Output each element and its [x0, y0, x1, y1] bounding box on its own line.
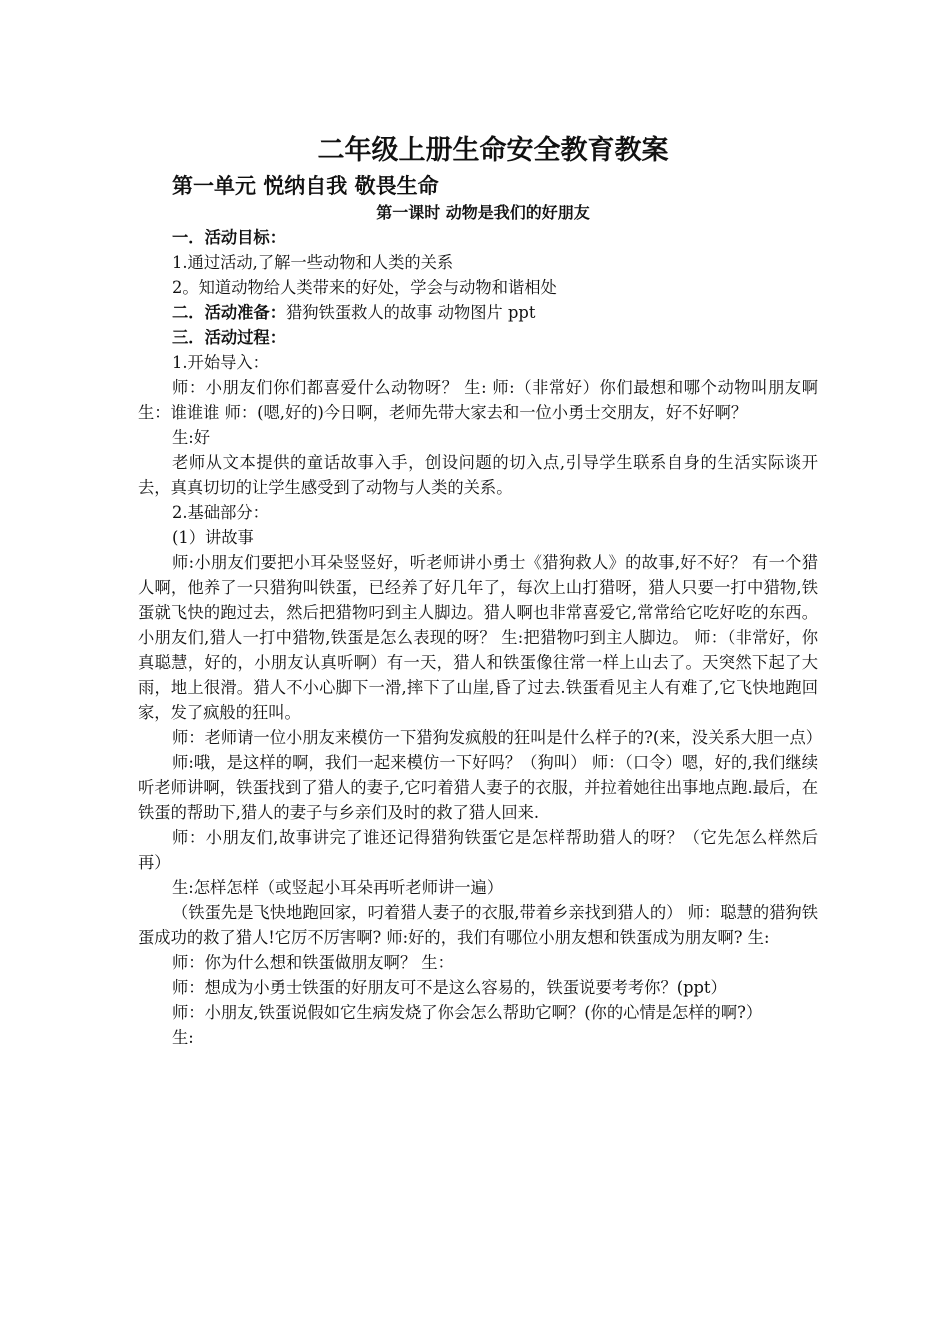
paragraph: 师：小朋友们,故事讲完了谁还记得猎狗铁蛋它是怎样帮助猎人的呀？（它先怎么样然后再）: [138, 828, 818, 872]
paragraph: 师：小朋友,铁蛋说假如它生病发烧了你会怎么帮助它啊？(你的心情是怎样的啊?）: [172, 1003, 763, 1022]
section-prep-label: 二．活动准备：: [172, 303, 286, 322]
step-intro-heading: 1.开始导入：: [172, 353, 269, 372]
paragraph: （铁蛋先是飞快地跑回家，叼着猎人妻子的衣服,带着乡亲找到猎人的） 师：聪慧的猎狗铁蛋成功的救了猎人!它厉不厉害啊? 师:好的，我们有哪位小朋友想和铁蛋成为朋友啊? 生:: [138, 903, 818, 947]
paragraph: 师:小朋友们要把小耳朵竖竖好，听老师讲小勇士《猎狗救人》的故事,好不好？ 有一个猎人啊，他养了一只猎狗叫铁蛋，已经养了好几年了，每次上山打猎呀，猎人只要一打中猎物,铁蛋就飞快的跑过去，然后把猎物叼到主人脚边。猎人啊也非常喜爱它,常常给它吃好吃的东西。小朋友们,猎人一打中猎物,铁蛋是怎么表现的呀？ 生:把猎物叼到主人脚边。 师：（非常好，你真聪慧，好的，小朋友认真听啊）有一天，猎人和铁蛋像往常一样上山去了。天突然下起了大雨，地上很滑。猎人不小心脚下一滑,摔下了山崖,昏了过去.铁蛋看见主人有难了,它飞快地跑回家，发了疯般的狂叫。: [138, 553, 818, 722]
paragraph: 生:怎样怎样（或竖起小耳朵再听老师讲一遍）: [172, 878, 504, 897]
paragraph: 生:好: [172, 428, 211, 447]
paragraph: 师：小朋友们你们都喜爱什么动物呀？ 生: 师:（非常好）你们最想和哪个动物叫朋友啊 生：谁谁谁 师：(嗯,好的)今日啊，老师先带大家去和一位小勇士交朋友，好不好啊？: [138, 378, 818, 422]
document-page: [138, 132, 823, 1050]
step-basic-heading: 2.基础部分：: [172, 503, 269, 522]
paragraph: 生:: [172, 1028, 194, 1047]
section-prep: [138, 300, 818, 325]
section-process-heading: [138, 325, 818, 350]
paragraph: 师：你为什么想和铁蛋做朋友啊？ 生：: [172, 953, 454, 972]
document-title: 二年级上册生命安全教育教案: [317, 135, 669, 166]
unit-heading: 第一单元 悦纳自我 敬畏生命: [172, 173, 439, 198]
paragraph: 老师从文本提供的童话故事入手，创设问题的切入点,引导学生联系自身的生活实际谈开去，真真切切的让学生感受到了动物与人类的关系。: [138, 453, 818, 497]
goal-item-1: 1.通过活动,了解一些动物和人类的关系: [172, 253, 454, 272]
paragraph: 师：想成为小勇士铁蛋的好朋友可不是这么容易的，铁蛋说要考考你？(ppt）: [172, 978, 727, 997]
section-goals-label: 一．活动目标：: [172, 228, 286, 247]
section-goals-heading: [138, 225, 818, 250]
substep-heading: (1）讲故事: [172, 528, 254, 547]
section-prep-text: 猎狗铁蛋救人的故事 动物图片 ppt: [285, 303, 536, 322]
paragraph: 师：老师请一位小朋友来模仿一下猎狗发疯般的狂叫是什么样子的?(来，没关系大胆一点）: [172, 728, 823, 747]
lesson-heading: 第一课时 动物是我们的好朋友: [376, 203, 590, 222]
goal-item-2: 2。知道动物给人类带来的好处，学会与动物和谐相处: [172, 278, 557, 297]
section-process-label: 三．活动过程：: [172, 328, 286, 347]
paragraph: 师:哦，是这样的啊，我们一起来模仿一下好吗？（狗叫） 师：（口令）嗯，好的,我们继续听老师讲啊，铁蛋找到了猎人的妻子,它叼着猎人妻子的衣服，并拉着她往出事地点跑.最后，在铁蛋的帮助下,猎人的妻子与乡亲们及时的救了猎人回来.: [138, 753, 818, 822]
